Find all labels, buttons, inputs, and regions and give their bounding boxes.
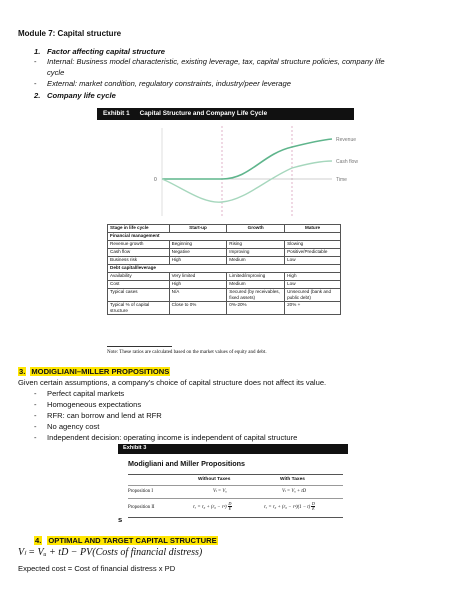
table-rule (128, 498, 343, 499)
table-cell: Cost (108, 281, 170, 289)
col-with-taxes: With Taxes (280, 477, 305, 482)
expected-cost-formula: Expected cost = Cost of financial distress x PD (18, 564, 176, 573)
table-cell: Cash flow (108, 249, 170, 257)
bullet-dash: - (34, 400, 37, 409)
section1-heading: Factor affecting capital structure (47, 47, 166, 56)
proposition-1-label: Proposition I (128, 489, 153, 494)
table-cell: N/A (169, 289, 227, 302)
table-cell: Medium (227, 281, 285, 289)
section3-heading-line (18, 367, 170, 376)
note-rule (107, 346, 172, 347)
mm-intro: Given certain assumptions, a company's choice of capital structure does not affect its value. (18, 378, 327, 387)
life-cycle-chart (150, 122, 375, 217)
prop2-without-taxes (193, 502, 232, 514)
table-cell: High (285, 273, 341, 281)
table-cell: Typical cases (108, 289, 170, 302)
table-row (108, 273, 341, 281)
internal-factors-cont: cycle (47, 68, 65, 77)
table-cell: Very limited (169, 273, 227, 281)
table-header-row (108, 225, 341, 233)
prop1-without-taxes: Vₗ = Vᵤ (213, 489, 227, 494)
bullet-dash: - (34, 79, 37, 88)
table-row (108, 289, 341, 302)
table-row (108, 249, 341, 257)
table-cell: Secured (by receivables, fixed assets) (227, 289, 285, 302)
table-cell: 0%-20% (227, 302, 285, 315)
frac-numerator: D (228, 501, 232, 506)
life-cycle-table (107, 224, 341, 315)
table-cell: Medium (227, 257, 285, 265)
mm-assumption: RFR: can borrow and lend at RFR (47, 411, 162, 420)
table-cell: 20% + (285, 302, 341, 315)
table-cell: Unsecured (bank and public debt) (285, 289, 341, 302)
bullet-dash: - (34, 57, 37, 66)
table-row (108, 257, 341, 265)
section2-heading: Company life cycle (47, 91, 116, 100)
prop2-with-lhs: rₑ = r₀ + (r₀ − rᵈ)(1 − t) (264, 505, 311, 511)
table-row (108, 302, 341, 315)
table-cell: Typical % of capital structure (108, 302, 170, 315)
table-cell: Positive/Predictable (285, 249, 341, 257)
d-over-e-fraction (311, 502, 315, 512)
exhibit1-header (97, 108, 354, 120)
exhibit3-header (118, 444, 348, 454)
proposition-2-label: Proposition II (128, 505, 155, 510)
table-cell: Close to 0% (169, 302, 227, 315)
table-rule (128, 474, 343, 475)
table-cell: Improving (227, 249, 285, 257)
prop2-with-taxes (264, 502, 315, 514)
table-cell: Low (285, 257, 341, 265)
table-header: Start-up (169, 225, 227, 233)
stray-s: s (118, 515, 123, 524)
table-cell: Revenue growth (108, 241, 170, 249)
section3-heading: MODIGLIANI–MILLER PROPOSITIONS (31, 367, 170, 376)
exhibit1-note: Note: These ratios are calculated based on the market values of equity and debt. (107, 350, 267, 355)
mm-assumption: Independent decision: operating income is independent of capital structure (47, 433, 298, 442)
legend-revenue: Revenue (336, 137, 357, 143)
section3-number: 3. (19, 367, 26, 376)
prop2-without-lhs: rₑ = r₀ + (r₀ − rᵈ) (193, 505, 227, 511)
exhibit3-title: Modigliani and Miller Propositions (128, 459, 246, 468)
table-header: Mature (285, 225, 341, 233)
exhibit1-label: Exhibit 1 (103, 110, 130, 117)
exhibit1-title: Capital Structure and Company Life Cycle (139, 110, 268, 117)
table-cell: High (169, 257, 227, 265)
section-debt: Debt capital/leverage (108, 265, 341, 273)
table-rule (128, 517, 343, 518)
mm-assumption: No agency cost (47, 422, 100, 431)
legend-cash-flow: Cash flow (336, 159, 358, 165)
table-cell: Slowing (285, 241, 341, 249)
table-cell: Limited/improving (227, 273, 285, 281)
exhibit3-label: Exhibit 3 (123, 445, 147, 451)
section4-heading-line (34, 536, 218, 545)
table-rule (128, 485, 343, 486)
table-row (108, 241, 341, 249)
d-over-e-fraction (228, 502, 232, 512)
section2-number: 2. (34, 91, 41, 100)
section4-number: 4. (35, 536, 42, 545)
table-section-row (108, 233, 341, 241)
bullet-dash: - (34, 389, 37, 398)
bullet-dash: - (34, 411, 37, 420)
bullet-dash: - (34, 422, 37, 431)
module-title: Module 7: Capital structure (18, 29, 122, 38)
table-cell: Low (285, 281, 341, 289)
prop1-with-taxes: Vₗ = Vᵤ + tD (282, 489, 307, 494)
section1-number: 1. (34, 47, 41, 56)
table-cell: Business risk (108, 257, 170, 265)
cash-flow-line (162, 161, 332, 202)
bullet-dash: - (34, 433, 37, 442)
table-cell: Rising (227, 241, 285, 249)
table-row (108, 281, 341, 289)
table-header: Stage in life cycle (108, 225, 170, 233)
table-cell: Availability (108, 273, 170, 281)
legend-time: Time (336, 177, 347, 183)
frac-numerator: D (311, 501, 315, 506)
frac-denominator: E (312, 506, 315, 512)
table-header: Growth (227, 225, 285, 233)
section4-heading: OPTIMAL AND TARGET CAPITAL STRUCTURE (48, 536, 217, 545)
table-section-row (108, 265, 341, 273)
external-factors: External: market condition, regulatory constraints, industry/peer leverage (47, 79, 291, 88)
mm-assumption: Perfect capital markets (47, 389, 125, 398)
table-cell: High (169, 281, 227, 289)
optimal-structure-formula: Vₗ = Vᵤ + tD − PV(Costs of financial distress) (18, 547, 203, 558)
table-cell: Beginning (169, 241, 227, 249)
frac-denominator: E (228, 506, 232, 512)
section-financial: Financial management (108, 233, 341, 241)
revenue-line (162, 139, 332, 179)
mm-assumption: Homogeneous expectations (47, 400, 142, 409)
table-cell: Negative (169, 249, 227, 257)
col-without-taxes: Without Taxes (198, 477, 231, 482)
zero-label: 0 (154, 177, 157, 183)
internal-factors: Internal: Business model characteristic, existing leverage, tax, capital structure policies, company life (47, 57, 385, 66)
